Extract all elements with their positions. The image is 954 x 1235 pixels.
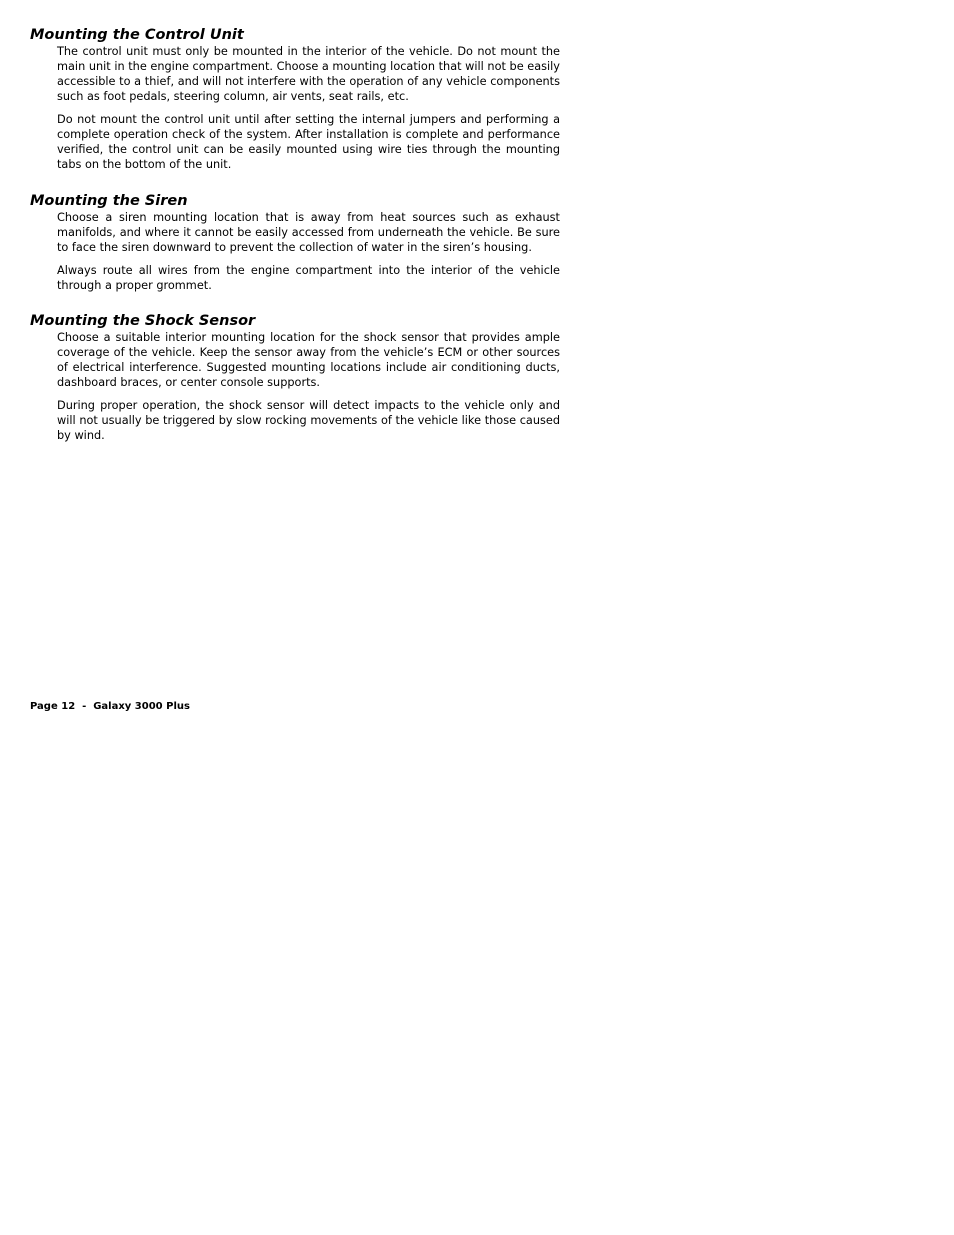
section-paragraph: The control unit must only be mounted in the interior of the vehicle. Do not mount the main unit in the engine compartment. Choose a mounting location that will not be easily accessible to a thief, and will not interfere with the operation of any vehicle components such as foot pedals, steering column, air vents, seat rails, etc. (57, 45, 560, 103)
page-footer: Page 12 - Galaxy 3000 Plus (30, 701, 190, 712)
section-mounting-shock-sensor (30, 312, 560, 451)
section-heading: Mounting the Control Unit (30, 27, 244, 43)
section-paragraph: Do not mount the control unit until after setting the internal jumpers and performing a complete operation check of the system. After installation is complete and performance verified, the control unit can be easily mounted using wire ties through the mounting tabs on the bottom of the unit. (57, 113, 560, 171)
section-mounting-siren (30, 192, 560, 301)
section-heading: Mounting the Siren (30, 193, 188, 209)
section-mounting-control-unit (30, 26, 560, 180)
section-paragraph: Choose a suitable interior mounting location for the shock sensor that provides ample coverage of the vehicle. Keep the sensor away from the vehicle’s ECM or other sources of electrical interference. Suggested mounting locations include air conditioning ducts, dashboard braces, or center console supports. (57, 331, 560, 389)
section-paragraph: Choose a siren mounting location that is away from heat sources such as exhaust manifolds, and where it cannot be easily accessed from underneath the vehicle. Be sure to face the siren downward to prevent the collection of water in the siren’s housing. (57, 211, 560, 254)
section-paragraph: During proper operation, the shock sensor will detect impacts to the vehicle only and will not usually be triggered by slow rocking movements of the vehicle like those caused by wind. (57, 399, 560, 442)
section-heading: Mounting the Shock Sensor (30, 313, 256, 329)
section-paragraph: Always route all wires from the engine compartment into the interior of the vehicle through a proper grommet. (57, 264, 560, 292)
